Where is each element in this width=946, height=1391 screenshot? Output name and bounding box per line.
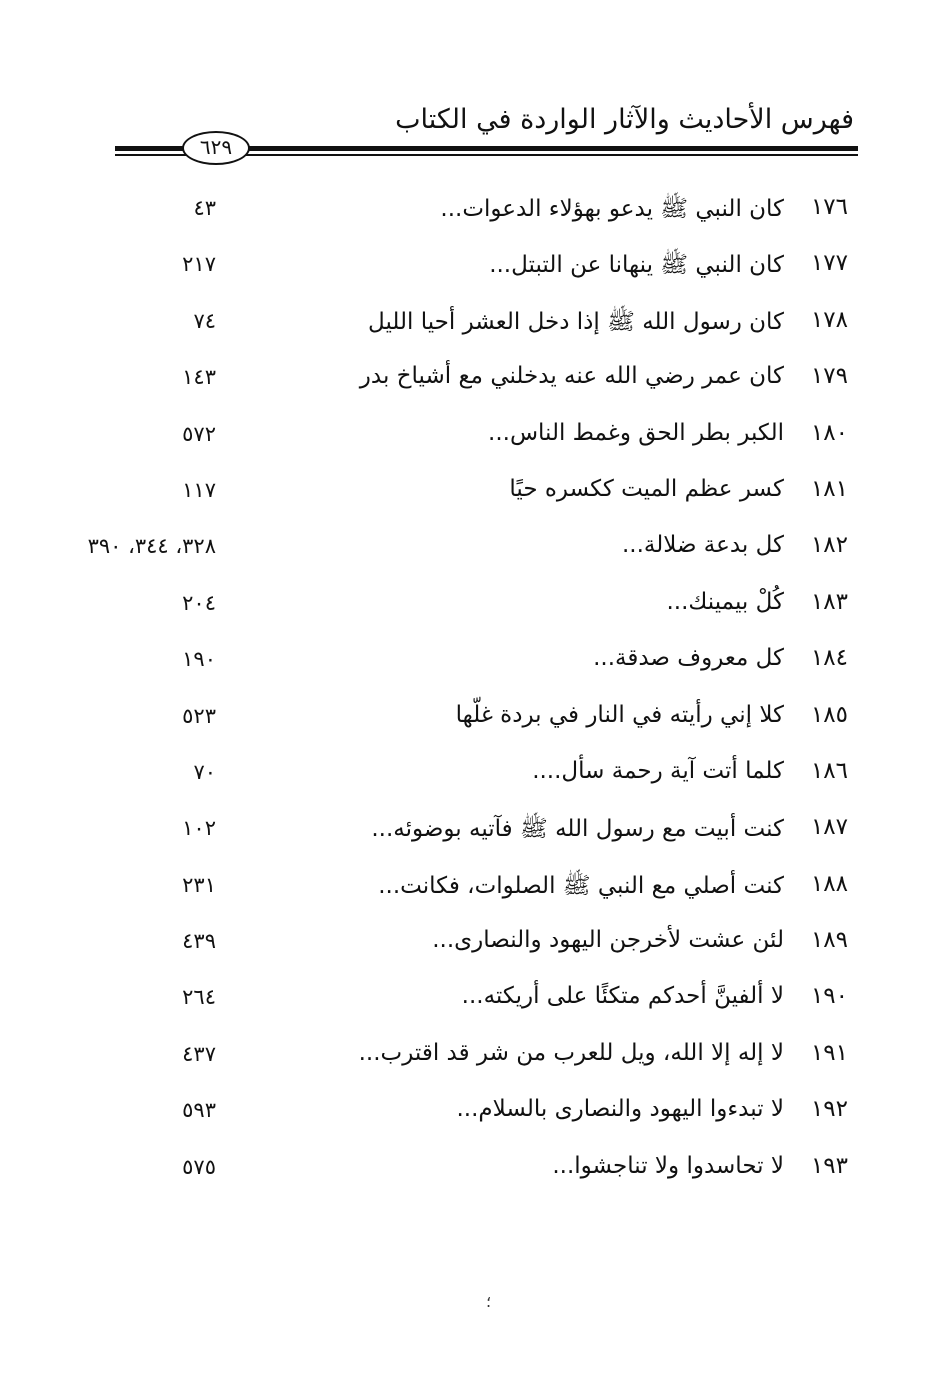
entry-page-ref: ١١٧ [182,477,216,502]
entry-text: كنت أبيت مع رسول الله ﷺ فآتيه بوضوئه... [371,816,784,843]
entry-text: كان عمر رضي الله عنه يدخلني مع أشياخ بدر [359,363,784,390]
page-number: ٦٢٩ [182,131,250,165]
entry-number: ١٧٩ [810,363,848,390]
entry-number: ١٨٢ [810,532,848,559]
page-header [0,0,946,170]
entry-text: كلما أتت آية رحمة سأل.... [532,757,784,784]
entry-number: ١٨٣ [810,588,848,615]
entry-page-ref: ٣٢٨، ٣٤٤، ٣٩٠ [87,534,216,559]
entry-number: ١٨١ [810,475,848,502]
entry-number: ١٧٧ [810,250,848,277]
index-entry [0,353,946,409]
entry-text: كسر عظم الميت ككسره حيًا [509,475,784,502]
index-entry [0,804,946,860]
entry-text: كان النبي ﷺ ينهانا عن التبتل... [489,252,784,279]
index-entry [0,1086,946,1142]
index-entry [0,184,946,240]
index-entry [0,466,946,522]
entry-number: ١٩٠ [810,983,848,1010]
entry-page-ref: ٢٦٤ [182,985,216,1010]
entry-text: كُلْ بيمينك... [666,588,784,615]
index-entry [0,1030,946,1086]
entry-number: ١٩٣ [810,1152,848,1179]
entry-page-ref: ٥٩٣ [182,1098,216,1123]
entry-number: ١٨٦ [810,757,848,784]
entry-number: ١٨٤ [810,645,848,672]
entry-number: ١٨٩ [810,927,848,954]
entry-page-ref: ٤٣٩ [182,929,216,954]
entry-number: ١٧٦ [810,194,848,220]
entry-number: ١٨٧ [810,814,848,841]
entry-text: كنت أصلي مع النبي ﷺ الصلوات، فكانت... [378,872,784,899]
entry-page-ref: ٢٠٤ [182,590,216,615]
entry-number: ١٨٠ [810,419,848,446]
index-entry [0,1143,946,1199]
index-entry [0,861,946,917]
entry-page-ref: ٧٤ [193,308,216,333]
entry-page-ref: ١٠٢ [182,816,216,841]
entry-page-ref: ٥٧٢ [182,421,216,446]
entry-page-ref: ٤٣٧ [182,1041,216,1066]
running-title: فهرس الأحاديث والآثار الواردة في الكتاب [395,104,854,135]
entry-number: ١٩١ [810,1039,848,1066]
entry-number: ١٨٨ [810,870,848,897]
entry-page-ref: ٢١٧ [182,252,216,277]
index-entry [0,410,946,466]
index-entry [0,297,946,353]
footer-mark: ؛ [486,1292,492,1311]
index-entry [0,748,946,804]
index-entry [0,692,946,748]
entry-text: لا إله إلا الله، ويل للعرب من شر قد اقترب... [358,1039,784,1066]
entry-number: ١٩٢ [810,1096,848,1123]
entry-number: ١٨٥ [810,701,848,728]
entry-text: كان رسول الله ﷺ إذا دخل العشر أحيا الليل [368,308,784,335]
index-entry [0,240,946,296]
index-entry [0,579,946,635]
entry-text: كل بدعة ضلالة... [621,532,784,559]
entry-text: لا تحاسدوا ولا تناجشوا... [552,1152,784,1179]
entry-page-ref: ١٩٠ [182,647,216,672]
entry-page-ref: ٤٣ [193,196,216,220]
entry-text: كان النبي ﷺ يدعو بهؤلاء الدعوات... [440,196,784,222]
index-entry [0,917,946,973]
entry-page-ref: ١٤٣ [182,365,216,390]
index-entry [0,522,946,578]
entry-text: كل معروف صدقة... [593,645,784,672]
entry-number: ١٧٨ [810,306,848,333]
entry-text: لا تبدءوا اليهود والنصارى بالسلام... [456,1096,784,1123]
entry-page-ref: ٧٠ [193,759,216,784]
entry-text: كلا إني رأيته في النار في بردة غلّها [455,701,784,728]
entry-page-ref: ٥٧٥ [182,1154,216,1179]
hadith-index-list [0,184,946,1199]
entry-text: لئن عشت لأخرجن اليهود والنصارى... [432,927,784,954]
index-entry [0,973,946,1029]
entry-text: لا ألفينَّ أحدكم متكئًا على أريكته... [461,983,784,1010]
entry-page-ref: ٢٣١ [182,872,216,897]
index-entry [0,635,946,691]
entry-text: الكبر بطر الحق وغمط الناس... [488,419,784,446]
entry-page-ref: ٥٢٣ [182,703,216,728]
